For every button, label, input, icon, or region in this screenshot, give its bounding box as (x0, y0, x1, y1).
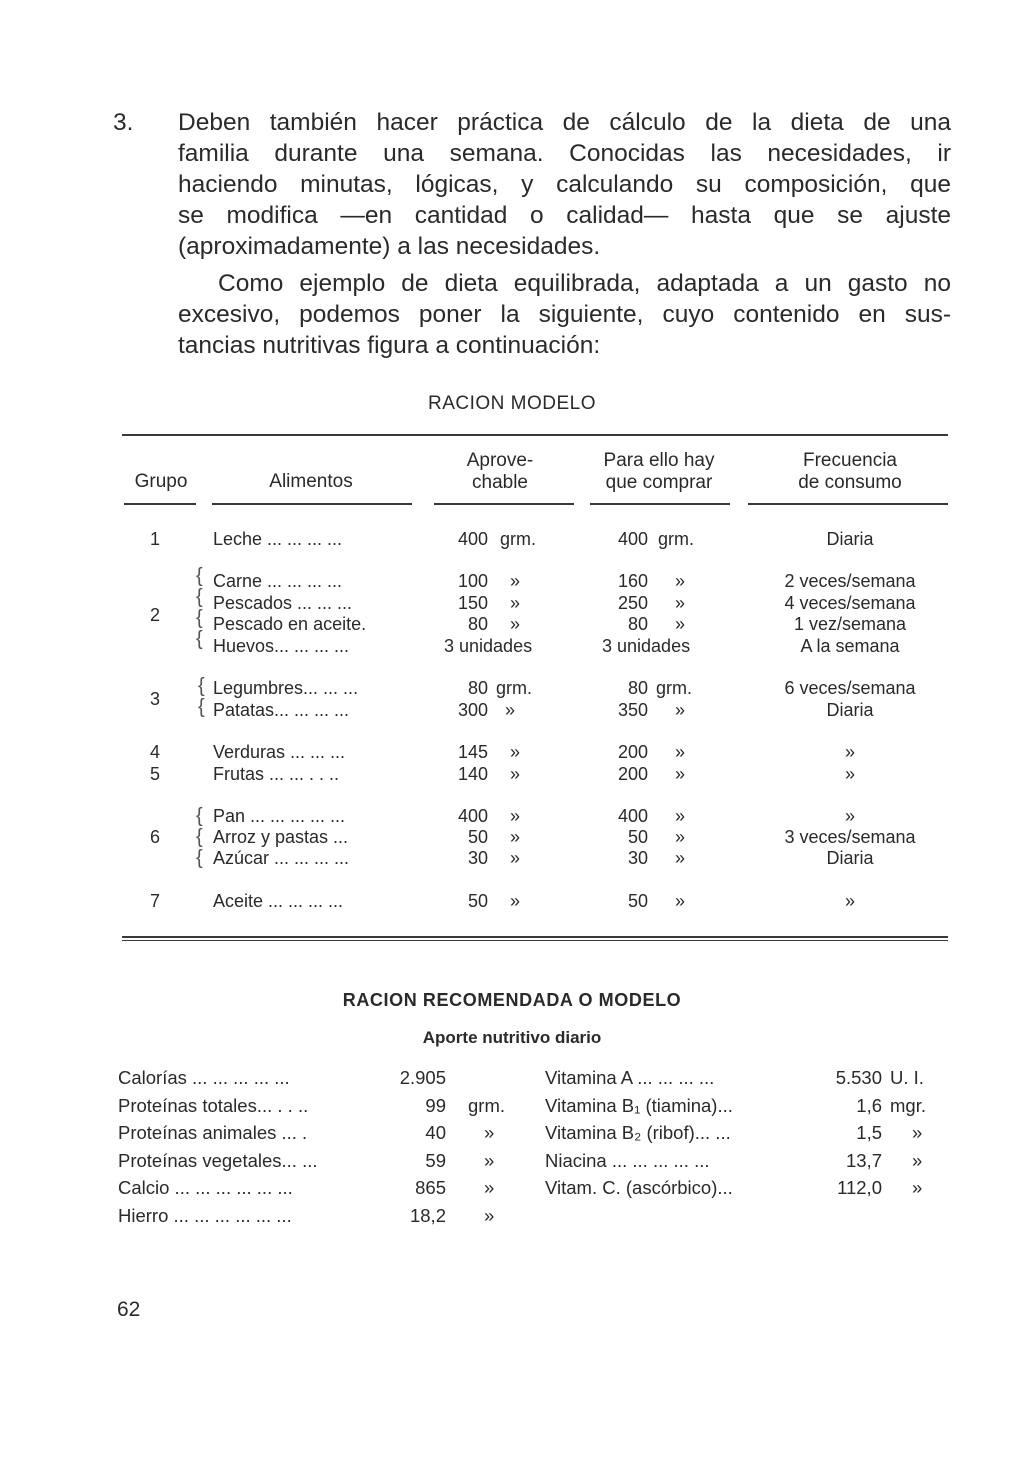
group-number: 3 (149, 689, 160, 709)
header-underline (434, 503, 574, 505)
header-line: de consumo (798, 472, 902, 493)
aprov-unit: » (505, 700, 516, 720)
nutrient-unit: mgr. (890, 1094, 926, 1116)
aprov-unit: grm. (500, 529, 536, 549)
aprov-unit: » (510, 806, 521, 826)
nutrient-label: Vitamina B₁ (tiamina)... (545, 1094, 733, 1116)
nutrient-unit: » (484, 1122, 495, 1143)
buy-unit: » (675, 848, 686, 868)
header-underline (748, 503, 948, 505)
frequency: » (844, 742, 855, 762)
frequency: Diaria (826, 700, 874, 720)
text-line: Deben también hacer práctica de cálculo de la dieta de una (178, 109, 951, 136)
buy-value: 30 (627, 848, 648, 868)
buy-unit: » (675, 593, 686, 613)
nutrient-value: 18,2 (409, 1204, 446, 1226)
buy-unit: » (675, 742, 686, 762)
nutrient-value: 112,0 (837, 1177, 882, 1198)
text-line: excesivo, podemos poner la siguiente, cuyo contenido en sus- (178, 301, 951, 328)
nutrient-value: 5.530 (835, 1067, 882, 1088)
nutrient-label: Niacina ... ... ... ... ... (545, 1149, 710, 1171)
buy-value: 200 (617, 742, 648, 762)
group-brace: { { { (196, 805, 203, 869)
group-number: 6 (149, 827, 160, 847)
food-name: Verduras ... ... ... (213, 742, 346, 762)
nutrient-value: 13,7 (845, 1149, 882, 1171)
nutrient-value: 59 (425, 1149, 446, 1171)
example-paragraph (178, 268, 951, 361)
nutrient-unit: grm. (468, 1094, 505, 1116)
aprov-unit: » (510, 891, 521, 911)
food-name: Carne ... ... ... ... (213, 571, 343, 591)
buy-value: 80 (627, 614, 648, 634)
buy-unit: » (675, 614, 686, 634)
text-line: haciendo minutas, lógicas, y calculando su composición, que (178, 171, 951, 198)
food-name: Pan ... ... ... ... ... (213, 806, 346, 826)
header-line: Aprove- (466, 450, 534, 471)
nutrient-value: 865 (415, 1177, 446, 1198)
nutrient-unit: » (484, 1149, 495, 1171)
text-line: (aproximadamente) a las necesidades. (178, 233, 601, 260)
header-underline (590, 503, 730, 505)
food-name: Arroz y pastas ... (213, 827, 349, 847)
frequency: 6 veces/semana (784, 678, 916, 698)
buy-unit: grm. (656, 678, 692, 698)
aprov-value: 80 (467, 614, 488, 634)
frequency: » (844, 891, 855, 911)
aprov-unit: » (510, 593, 521, 613)
table-top-rule (122, 434, 948, 436)
buy-unit: » (675, 571, 686, 591)
nutrient-label: Proteínas animales ... . (118, 1122, 308, 1143)
nutrient-unit: U. I. (890, 1067, 924, 1088)
frequency: Diaria (826, 848, 874, 868)
buy-value: 50 (627, 891, 648, 911)
buy-unit: » (675, 827, 686, 847)
group-number: 2 (149, 605, 160, 625)
buy-unit: » (675, 891, 686, 911)
nutrient-value: 2.905 (399, 1067, 446, 1088)
page-number: 62 (117, 1298, 141, 1321)
buy-unit: grm. (658, 529, 694, 549)
nutrient-label: Calorías ... ... ... ... ... (118, 1067, 290, 1088)
frequency: 1 vez/semana (793, 614, 907, 634)
header-line: Para ello hay (603, 450, 715, 471)
food-name: Leche ... ... ... ... (213, 529, 343, 549)
aprov-value: 145 (457, 742, 488, 762)
buy-value: 50 (627, 827, 648, 847)
food-name: Pescado en aceite. (213, 614, 367, 634)
food-name: Azúcar ... ... ... ... (213, 848, 350, 868)
aprov-value: 140 (457, 764, 488, 784)
buy-unit: » (675, 764, 686, 784)
nutrient-value: 1,6 (856, 1094, 882, 1116)
header-line: Frecuencia (803, 450, 897, 471)
item-number: 3. (113, 109, 134, 136)
frequency: 3 veces/semana (784, 827, 916, 847)
aprov-unit: » (510, 614, 521, 634)
nutrient-unit: » (912, 1177, 923, 1198)
nutrient-label: Vitamina A ... ... ... ... (545, 1067, 715, 1088)
aprov-value: 400 (457, 806, 488, 826)
frequency: 2 veces/semana (784, 571, 916, 591)
group-brace: { { (198, 675, 205, 718)
nutrient-label: Calcio ... ... ... ... ... ... (118, 1177, 293, 1198)
header-alimentos: Alimentos (269, 471, 353, 492)
aprov-value: 30 (467, 848, 488, 868)
buy-value: 250 (617, 593, 648, 613)
aprov-value: 400 (457, 529, 488, 549)
header-line: chable (472, 472, 528, 493)
buy-value: 200 (617, 764, 648, 784)
aprov-unit: grm. (496, 678, 532, 698)
food-name: Aceite ... ... ... ... (213, 891, 344, 911)
header-aprovechable (440, 450, 560, 494)
aprov-value: 50 (467, 891, 488, 911)
nutrient-label: Proteínas vegetales... ... (118, 1149, 318, 1171)
food-name: Huevos... ... ... ... (213, 636, 350, 656)
nutrient-label: Hierro ... ... ... ... ... ... (118, 1204, 292, 1226)
nutrition-subtitle: Aporte nutritivo diario (422, 1028, 602, 1047)
nutrient-label: Proteínas totales... . . .. (118, 1094, 309, 1116)
buy-value: 350 (617, 700, 648, 720)
header-line: que comprar (605, 472, 713, 493)
group-brace: { { { { (196, 565, 203, 650)
text-line: se modifica —en cantidad o calidad— hasta que se ajuste (178, 202, 951, 229)
table-bottom-rule (122, 940, 948, 941)
aprov-value: 150 (457, 593, 488, 613)
nutrient-value: 40 (425, 1122, 446, 1143)
nutrient-unit: » (484, 1177, 495, 1198)
aprov-value: 50 (467, 827, 488, 847)
food-name: Pescados ... ... ... (213, 593, 353, 613)
nutrient-unit: » (912, 1122, 923, 1143)
buy-value: 3 unidades (602, 636, 691, 656)
aprov-value: 300 (457, 700, 488, 720)
frequency: 4 veces/semana (784, 593, 916, 613)
header-frecuencia (750, 450, 950, 494)
frequency: » (844, 806, 855, 826)
frequency: A la semana (800, 636, 900, 656)
food-name: Legumbres... ... ... (213, 678, 359, 698)
aprov-unit: » (510, 764, 521, 784)
food-name: Frutas ... ... . . .. (213, 764, 340, 784)
header-underline (124, 503, 196, 505)
food-name: Patatas... ... ... ... (213, 700, 350, 720)
text-line: tancias nutritivas figura a continuación: (178, 332, 601, 359)
frequency: » (844, 764, 855, 784)
nutrient-unit: » (484, 1204, 495, 1226)
aprov-unit: » (510, 742, 521, 762)
text-line: familia durante una semana. Conocidas las necesidades, ir (178, 140, 951, 167)
buy-unit: » (675, 806, 686, 826)
buy-value: 400 (617, 806, 648, 826)
buy-unit: » (675, 700, 686, 720)
buy-value: 80 (627, 678, 648, 698)
nutrient-label: Vitamina B₂ (ribof)... ... (545, 1122, 731, 1143)
header-underline (212, 503, 412, 505)
ration-table-title: RACION MODELO (427, 393, 597, 414)
header-grupo: Grupo (134, 471, 188, 492)
aprov-value: 100 (457, 571, 488, 591)
text-line: Como ejemplo de dieta equilibrada, adaptada a un gasto no (218, 270, 951, 297)
group-number: 7 (149, 891, 160, 911)
nutrient-label: Vitam. C. (ascórbico)... (545, 1177, 733, 1198)
aprov-value: 80 (467, 678, 488, 698)
group-number: 5 (149, 764, 160, 784)
nutrient-value: 1,5 (856, 1122, 882, 1143)
nutrient-value: 99 (425, 1094, 446, 1116)
group-number: 1 (149, 529, 160, 549)
group-number: 4 (149, 742, 160, 762)
header-comprar (584, 450, 734, 494)
aprov-unit: » (510, 571, 521, 591)
buy-value: 400 (617, 529, 648, 549)
aprov-unit: » (510, 827, 521, 847)
nutrient-unit: » (912, 1149, 923, 1171)
intro-paragraph (113, 107, 951, 262)
aprov-unit: » (510, 848, 521, 868)
frequency: Diaria (826, 529, 874, 549)
table-bottom-rule (122, 936, 948, 938)
buy-value: 160 (617, 571, 648, 591)
nutrition-title: RACION RECOMENDADA O MODELO (342, 990, 682, 1010)
aprov-value: 3 unidades (444, 636, 533, 656)
